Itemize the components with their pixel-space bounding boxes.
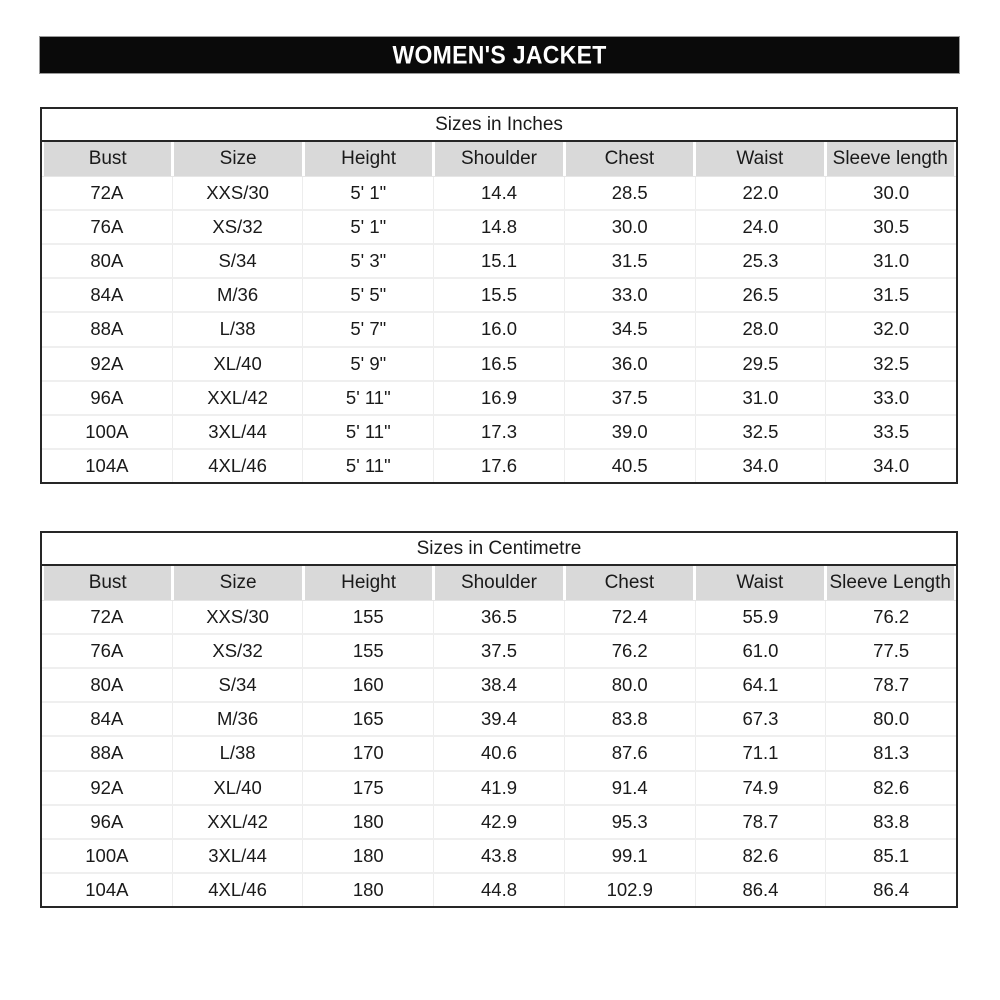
table-row [42, 277, 956, 311]
table-cell: 78.7 [695, 806, 826, 838]
table-cell: S/34 [172, 245, 303, 277]
table-row [42, 346, 956, 380]
table-cell: 85.1 [825, 840, 956, 872]
table-cell: 4XL/46 [172, 450, 303, 482]
table-cell: L/38 [172, 737, 303, 769]
table-cell: 96A [90, 810, 124, 832]
table-cell: 88A [90, 742, 124, 764]
table-cell: 99.1 [564, 840, 695, 872]
page-title: WOMEN'S JACKET [392, 40, 607, 69]
table-cell: 102.9 [564, 874, 695, 906]
table-cell: S/34 [172, 669, 303, 701]
table-cell: 64.1 [695, 669, 826, 701]
table-cell: 96A [90, 386, 124, 408]
table-cell: XS/32 [172, 635, 303, 667]
table-cell: 33.0 [564, 279, 695, 311]
table-cell: 29.5 [695, 348, 826, 380]
table-row [42, 600, 956, 633]
table-cell: 5' 1" [302, 177, 433, 209]
column-header: Height [302, 566, 432, 600]
table-cell: 32.5 [695, 416, 826, 448]
table-cell: 95.3 [564, 806, 695, 838]
table-cell: 14.4 [433, 177, 564, 209]
table-cell: 36.0 [564, 348, 695, 380]
table-cell: L/38 [172, 313, 303, 345]
table-row [42, 176, 956, 209]
table-cell: 76A [90, 216, 124, 238]
table-cell: 31.0 [695, 382, 826, 414]
column-header: Height [302, 142, 432, 176]
table-cell: 5' 11" [302, 416, 433, 448]
column-header: Bust [44, 566, 171, 600]
table-cell: 55.9 [695, 601, 826, 633]
table-cell: 72A [90, 606, 124, 628]
table-cell: 30.0 [564, 211, 695, 243]
table-cell: 72.4 [564, 601, 695, 633]
table-cell: 82.6 [695, 840, 826, 872]
table-cell: 37.5 [564, 382, 695, 414]
table-header-row [42, 566, 956, 600]
table-header-row [42, 142, 956, 176]
table-cell: 37.5 [433, 635, 564, 667]
table-body [42, 176, 956, 482]
column-header: Waist [693, 142, 823, 176]
table-cell: 180 [302, 874, 433, 906]
table-cell: 80A [90, 250, 124, 272]
table-row [42, 311, 956, 345]
table-cell: XS/32 [172, 211, 303, 243]
table-row [42, 209, 956, 243]
table-cell: XXS/30 [172, 177, 303, 209]
column-header: Chest [563, 566, 693, 600]
column-header: Shoulder [432, 142, 562, 176]
table-cell: 41.9 [433, 772, 564, 804]
table-cell: 28.0 [695, 313, 826, 345]
table-cell: M/36 [172, 279, 303, 311]
table-cell: 25.3 [695, 245, 826, 277]
table-row [42, 770, 956, 804]
table-cell: XL/40 [172, 772, 303, 804]
table-cell: XXL/42 [172, 806, 303, 838]
table-cell: 83.8 [564, 703, 695, 735]
table-cell: 91.4 [564, 772, 695, 804]
table-cell: 40.6 [433, 737, 564, 769]
table-row [42, 414, 956, 448]
table-cell: 31.0 [825, 245, 956, 277]
table-cell: 30.0 [825, 177, 956, 209]
table-cell: 34.5 [564, 313, 695, 345]
column-header: Bust [44, 142, 171, 176]
table-cell: 30.5 [825, 211, 956, 243]
column-header: Sleeve length [824, 142, 954, 176]
table-cell: 5' 11" [302, 382, 433, 414]
table-cell: 76.2 [564, 635, 695, 667]
table-cell: 86.4 [825, 874, 956, 906]
table-cell: 76A [90, 640, 124, 662]
table-cell: 84A [90, 284, 124, 306]
table-cell: 61.0 [695, 635, 826, 667]
table-cell: 170 [302, 737, 433, 769]
table-cell: 83.8 [825, 806, 956, 838]
table-cell: 5' 5" [302, 279, 433, 311]
table-cell: 92A [90, 776, 124, 798]
table-cell: 36.5 [433, 601, 564, 633]
table-cell: 67.3 [695, 703, 826, 735]
table-cell: 17.3 [433, 416, 564, 448]
table-row [42, 701, 956, 735]
table-cell: 4XL/46 [172, 874, 303, 906]
table-cell: 15.5 [433, 279, 564, 311]
table-cell: 31.5 [825, 279, 956, 311]
table-cell: 104A [85, 454, 129, 476]
column-header: Chest [563, 142, 693, 176]
table-title: Sizes in Centimetre [42, 533, 956, 566]
table-cell: XXL/42 [172, 382, 303, 414]
table-row [42, 872, 956, 906]
table-cell: 16.0 [433, 313, 564, 345]
table-cell: XXS/30 [172, 601, 303, 633]
table-body [42, 600, 956, 906]
table-cell: 84A [90, 708, 124, 730]
table-cell: 155 [302, 601, 433, 633]
table-cell: 17.6 [433, 450, 564, 482]
table-cell: 5' 9" [302, 348, 433, 380]
table-row [42, 838, 956, 872]
table-cell: 39.0 [564, 416, 695, 448]
table-cell: 78.7 [825, 669, 956, 701]
table-cell: 88A [90, 318, 124, 340]
table-cell: 34.0 [825, 450, 956, 482]
table-cell: 16.9 [433, 382, 564, 414]
table-cell: 34.0 [695, 450, 826, 482]
column-header: Shoulder [432, 566, 562, 600]
table-cell: 31.5 [564, 245, 695, 277]
table-cell: 14.8 [433, 211, 564, 243]
table-row [42, 735, 956, 769]
column-header: Size [171, 566, 301, 600]
column-header: Size [171, 142, 301, 176]
table-cell: 180 [302, 806, 433, 838]
table-cell: 28.5 [564, 177, 695, 209]
table-cell: 3XL/44 [172, 840, 303, 872]
table-cell: 26.5 [695, 279, 826, 311]
table-cell: 72A [90, 182, 124, 204]
column-header: Waist [693, 566, 823, 600]
table-cell: 104A [85, 878, 129, 900]
table-cell: 40.5 [564, 450, 695, 482]
table-cell: XL/40 [172, 348, 303, 380]
table-row [42, 667, 956, 701]
table-cell: 5' 11" [302, 450, 433, 482]
table-row [42, 633, 956, 667]
table-cell: 71.1 [695, 737, 826, 769]
table-cell: M/36 [172, 703, 303, 735]
table-cell: 42.9 [433, 806, 564, 838]
table-cell: 175 [302, 772, 433, 804]
table-cell: 22.0 [695, 177, 826, 209]
table-row [42, 243, 956, 277]
table-cell: 160 [302, 669, 433, 701]
table-cell: 86.4 [695, 874, 826, 906]
table-cell: 74.9 [695, 772, 826, 804]
table-cell: 180 [302, 840, 433, 872]
table-cell: 81.3 [825, 737, 956, 769]
sizes-in-centimetre-table [40, 531, 958, 908]
table-cell: 155 [302, 635, 433, 667]
table-row [42, 380, 956, 414]
table-row [42, 448, 956, 482]
table-cell: 16.5 [433, 348, 564, 380]
table-cell: 5' 3" [302, 245, 433, 277]
table-row [42, 804, 956, 838]
table-title: Sizes in Inches [42, 109, 956, 142]
table-cell: 100A [85, 844, 129, 866]
table-cell: 32.5 [825, 348, 956, 380]
table-cell: 38.4 [433, 669, 564, 701]
table-cell: 15.1 [433, 245, 564, 277]
table-cell: 5' 7" [302, 313, 433, 345]
table-cell: 92A [90, 352, 124, 374]
table-cell: 44.8 [433, 874, 564, 906]
table-cell: 33.0 [825, 382, 956, 414]
table-cell: 33.5 [825, 416, 956, 448]
title-banner [39, 36, 960, 74]
table-cell: 80.0 [564, 669, 695, 701]
table-cell: 87.6 [564, 737, 695, 769]
table-cell: 80.0 [825, 703, 956, 735]
table-cell: 76.2 [825, 601, 956, 633]
table-cell: 5' 1" [302, 211, 433, 243]
table-cell: 80A [90, 674, 124, 696]
table-cell: 100A [85, 420, 129, 442]
table-cell: 32.0 [825, 313, 956, 345]
table-cell: 43.8 [433, 840, 564, 872]
table-cell: 24.0 [695, 211, 826, 243]
table-cell: 82.6 [825, 772, 956, 804]
table-cell: 39.4 [433, 703, 564, 735]
table-cell: 3XL/44 [172, 416, 303, 448]
table-cell: 165 [302, 703, 433, 735]
sizes-in-inches-table [40, 107, 958, 484]
table-cell: 77.5 [825, 635, 956, 667]
column-header: Sleeve Length [824, 566, 954, 600]
